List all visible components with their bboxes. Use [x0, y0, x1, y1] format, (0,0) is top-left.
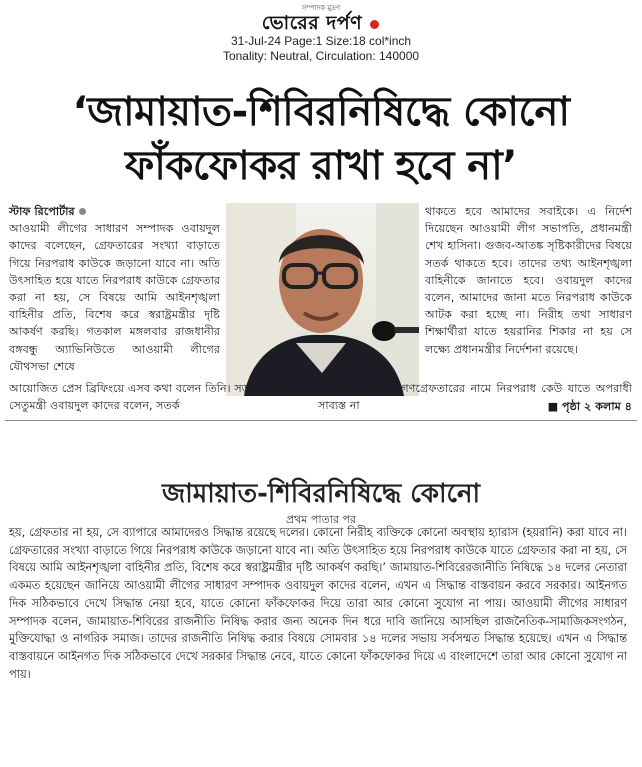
headline-line1: ‘জামায়াত-শিবিরনিষিদ্ধে কোনো [72, 89, 570, 135]
article-column-1 [9, 203, 220, 379]
logo-text: ভোরের দর্পণ [261, 12, 363, 34]
column-1-text: আওয়ামী লীগের সাধারণ সম্পাদক ওবায়দুল কাদের বলেছেন, গ্রেফতারের সংখ্যা বাড়াতে গিয়ে নিরপরাধ কাউকে জড়ানো যাবে না। অতি উৎসাহিত হয়ে যাতে নিরপরাধ কাউকে গ্রেফতার করা না হয়, সে বিষয়ে আমি আইনশৃঙ্খলা বাহিনীর প্রতি, বিশেষ করে স্বরাষ্ট্রমন্ত্রীর দৃষ্টি আকর্ষণ করছি। গতকাল মঙ্গলবার রাজধানীর বঙ্গবন্ধু অ্যাভিনিউতে আওয়ামী লীগের যৌথসভা শেষে [9, 222, 220, 373]
column-1-tail: আয়োজিত প্রেস ব্রিফিংয়ে এসব কথা বলেন তিনি। সড়ক পরিবহন ও সেতুমন্ত্রী ওবায়দুল কাদের বলেন, সতর্ক [9, 382, 309, 413]
column-3-tail: ‘আমরাও বলবো, গণগ্রেফতারের নামে নিরপরাধ কেউ যাতে অপরাধী সাব্যস্ত না [318, 382, 632, 413]
headline-line2: ফাঁকফোকর রাখা হবে না’ [125, 143, 517, 189]
newspaper-logo [262, 12, 381, 34]
logo-dot-icon [370, 20, 379, 29]
masthead-tagline: সম্পাদক মুদ্রণ [301, 4, 341, 12]
clip-meta-line2: Tonality: Neutral, Circulation: 140000 [222, 49, 420, 63]
article-column-3 [425, 203, 632, 379]
byline-bullet-icon [79, 208, 86, 215]
masthead [0, 4, 642, 34]
continued-on-page: ■ পৃষ্ঠা ২ কলাম ৪ [547, 400, 632, 413]
continuation-body: হয়, গ্রেফতার না হয়, সে ব্যাপারে আমাদেরও সিদ্ধান্ত রয়েছে দলের। কোনো নিরীহ ব্যক্তিকে কোনো অবস্থায় হ্যারাস (হয়রানি) করা যাবে না। গ্রেফতারের সংখ্যা বাড়াতে গিয়ে নিরপরাধ কাউকে জড়ানো যাবে না। অতি উৎসাহিত হয়ে নিরপরাধ কাউকে যাতে গ্রেফতার করা না হয়, সে বিষয়ে আমি আইনশৃঙ্খলা বাহিনীর প্রতি, বিশেষ করে স্বরাষ্ট্রমন্ত্রীর দৃষ্টি আকর্ষণ করছি।’ জামায়াত-শিবিরেরজানীতি নিষিদ্ধে ১৪ দলের নেতারা একমত হয়েছেন জানিয়ে আওয়ামী লীগের সাধারণ সম্পাদক ওবায়দুল কাদের বলেন, এখন এ সিদ্ধান্ত বাস্তবায়ন করবে সরকার। আইনগত দিক সঠিকভাবে দেখে সিদ্ধান্ত নেয়া হবে, যাতে কোনো ফাঁকফোকর দিয়ে তারা আর কোনো সুযোগ না পায়। আওয়ামী লীগের সাধারণ সম্পাদক বলেন, জামায়াত-শিবিরের রাজনীতি নিষিদ্ধ করার জন্য অনেক দিন ধরে দাবি জানিয়ে আসছিল রাজনৈতিক-সামাজিকসংগঠন, মুক্তিযোদ্ধা ও নাগরিক সমাজ। তাদের রাজনীতি নিষিদ্ধ করার বিষয়ে সোমবার ১৪ দলের সভায় সর্বসম্মত সিদ্ধান্ত হয়েছে। এখন এ সিদ্ধান্ত বাস্তবায়নে আইনগত দিক সঠিকভাবে দেখে সরকার সিদ্ধান্ত নেবে, যাতে কোনো ফাঁকফোকর দিয়ে এ বাংলাদেশে তারা আর কোনো সুযোগ না পায়। [9, 526, 627, 681]
continuation-title: জামায়াত-শিবিরনিষিদ্ধে কোনো [161, 479, 481, 509]
clip-meta-line1: 31-Jul-24 Page:1 Size:18 col*inch [230, 34, 412, 48]
continuation-subtitle: প্রথম পাতার পর [285, 513, 357, 526]
byline: স্টাফ রিপোর্টার [9, 203, 220, 220]
speaker-photo [226, 203, 419, 396]
column-3-text: থাকতে হবে আমাদের সবাইকে। এ নির্দেশ দিয়েছেন আওয়ামী লীগ সভাপতি, প্রধানমন্ত্রী শেখ হাসিনা। গুজব-আতঙ্ক সৃষ্টিকারীদের বিষয়ে সতর্ক থাকতে হবে। তাদের তথ্য আইনশৃঙ্খলা বাহিনীকে জানাতে হবে। ওবায়দুল কাদের বলেন, আমাদের জানা মতে নিরপরাধ কাউকে আটক করা হচ্ছে না। নিরীহ তথা সাধারণ শিক্ষার্থীরা যাতে হয়রানির শিকার না হয় সে লক্ষ্যে প্রধানমন্ত্রীর নির্দেশনা রয়েছে। [425, 205, 632, 356]
